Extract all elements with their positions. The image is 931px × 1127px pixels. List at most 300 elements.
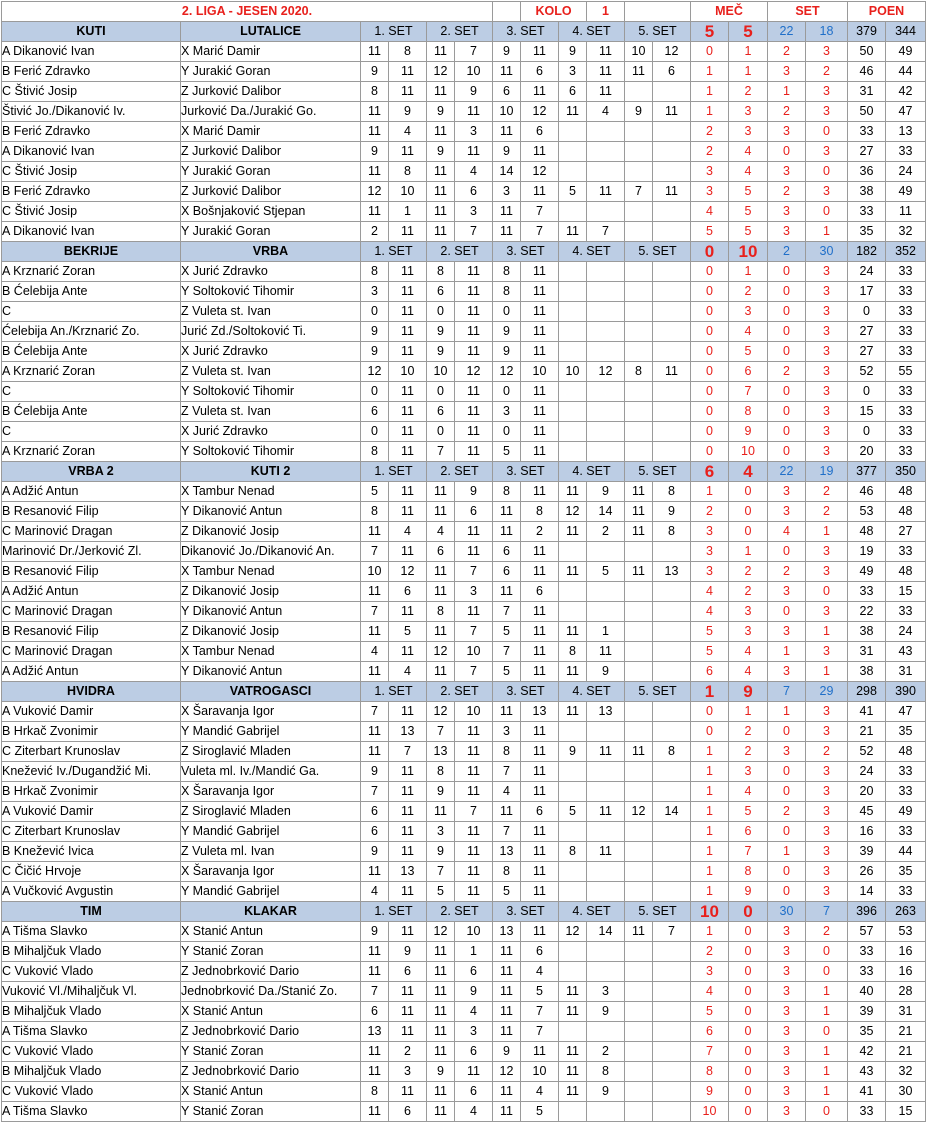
- set-score: [625, 442, 653, 462]
- points-away: 13: [886, 122, 926, 142]
- set-score: 0: [361, 302, 389, 322]
- running-mec-away: 10: [729, 442, 768, 462]
- set-score: 11: [389, 302, 427, 322]
- set-score: [587, 942, 625, 962]
- home-team-name: KUTI: [2, 22, 181, 42]
- game-row: [2, 302, 926, 322]
- sets-won-away: 3: [806, 542, 848, 562]
- set-score: 11: [361, 122, 389, 142]
- set-score: 11: [521, 402, 559, 422]
- away-player: Y Jurakić Goran: [181, 162, 361, 182]
- set-score: 7: [361, 982, 389, 1002]
- sets-won-away: 0: [806, 122, 848, 142]
- set-score: 11: [361, 42, 389, 62]
- results-body: [2, 2, 926, 1122]
- running-mec-home: 5: [691, 622, 729, 642]
- game-row: [2, 962, 926, 982]
- running-mec-home: 2: [691, 142, 729, 162]
- set-score: 11: [389, 702, 427, 722]
- away-player: X Jurić Zdravko: [181, 342, 361, 362]
- sets-won-away: 3: [806, 782, 848, 802]
- sets-won-home: 0: [768, 382, 806, 402]
- set-header: 5. SET: [625, 242, 691, 262]
- home-points-total: 298: [848, 682, 886, 702]
- set-score: [653, 382, 691, 402]
- points-home: 50: [848, 102, 886, 122]
- running-mec-home: 1: [691, 842, 729, 862]
- set-header: 1. SET: [361, 902, 427, 922]
- set-score: 11: [455, 262, 493, 282]
- game-row: [2, 142, 926, 162]
- points-away: 33: [886, 422, 926, 442]
- set-score: 6: [427, 542, 455, 562]
- away-player: Jurković Da./Jurakić Go.: [181, 102, 361, 122]
- sets-won-home: 2: [768, 802, 806, 822]
- running-mec-home: 0: [691, 282, 729, 302]
- home-player: A Adžić Antun: [2, 482, 181, 502]
- set-score: [653, 622, 691, 642]
- set-score: 8: [653, 742, 691, 762]
- match-header-row: [2, 462, 926, 482]
- set-score: 11: [361, 722, 389, 742]
- running-mec-home: 1: [691, 782, 729, 802]
- set-score: 0: [361, 382, 389, 402]
- running-mec-away: 5: [729, 222, 768, 242]
- set-score: 9: [427, 782, 455, 802]
- running-mec-away: 2: [729, 742, 768, 762]
- running-mec-home: 0: [691, 702, 729, 722]
- running-mec-away: 1: [729, 62, 768, 82]
- set-score: 11: [587, 742, 625, 762]
- running-mec-away: 5: [729, 802, 768, 822]
- set-score: 11: [389, 422, 427, 442]
- sets-won-home: 2: [768, 362, 806, 382]
- running-mec-home: 0: [691, 342, 729, 362]
- set-score: 11: [625, 562, 653, 582]
- game-row: [2, 402, 926, 422]
- set-score: [559, 1022, 587, 1042]
- set-header: 5. SET: [625, 462, 691, 482]
- set-score: [587, 122, 625, 142]
- sets-won-away: 1: [806, 982, 848, 1002]
- running-mec-home: 1: [691, 862, 729, 882]
- set-score: 6: [455, 182, 493, 202]
- set-score: [587, 602, 625, 622]
- sets-won-away: 0: [806, 162, 848, 182]
- sets-won-away: 3: [806, 762, 848, 782]
- points-home: 35: [848, 1022, 886, 1042]
- running-mec-away: 8: [729, 402, 768, 422]
- set-score: 11: [455, 602, 493, 622]
- set-score: 3: [493, 182, 521, 202]
- set-score: 11: [389, 842, 427, 862]
- mec-label: MEČ: [691, 2, 768, 22]
- set-header: 2. SET: [427, 242, 493, 262]
- home-player: A Krznarić Zoran: [2, 442, 181, 462]
- home-sets-total: 2: [768, 242, 806, 262]
- sets-won-away: 0: [806, 582, 848, 602]
- sets-won-home: 0: [768, 262, 806, 282]
- running-mec-away: 2: [729, 582, 768, 602]
- set-score: 4: [455, 162, 493, 182]
- running-mec-away: 2: [729, 282, 768, 302]
- set-score: 11: [427, 582, 455, 602]
- set-score: 11: [521, 342, 559, 362]
- home-sets-total: 22: [768, 22, 806, 42]
- game-row: [2, 562, 926, 582]
- set-score: 9: [455, 982, 493, 1002]
- home-matches-won: 5: [691, 22, 729, 42]
- set-score: 4: [455, 1002, 493, 1022]
- points-home: 42: [848, 1042, 886, 1062]
- set-score: 11: [559, 222, 587, 242]
- game-row: [2, 1062, 926, 1082]
- set-score: [625, 582, 653, 602]
- set-score: 11: [389, 482, 427, 502]
- sets-won-away: 3: [806, 262, 848, 282]
- set-score: 11: [521, 322, 559, 342]
- set-score: 6: [455, 962, 493, 982]
- sets-won-away: 3: [806, 102, 848, 122]
- set-score: [559, 942, 587, 962]
- set-score: [559, 882, 587, 902]
- set-score: [653, 662, 691, 682]
- set-score: 6: [455, 502, 493, 522]
- set-score: 7: [455, 802, 493, 822]
- set-score: 11: [361, 662, 389, 682]
- sets-won-home: 0: [768, 282, 806, 302]
- game-row: [2, 982, 926, 1002]
- points-home: 26: [848, 862, 886, 882]
- set-score: [559, 782, 587, 802]
- game-row: [2, 1002, 926, 1022]
- set-score: 11: [361, 742, 389, 762]
- home-player: A Dikanović Ivan: [2, 222, 181, 242]
- set-score: 3: [493, 722, 521, 742]
- set-score: 1: [455, 942, 493, 962]
- set-score: 11: [389, 602, 427, 622]
- set-score: 9: [389, 102, 427, 122]
- set-score: [653, 202, 691, 222]
- running-mec-home: 0: [691, 402, 729, 422]
- home-points-total: 182: [848, 242, 886, 262]
- set-score: 5: [587, 562, 625, 582]
- set-score: 11: [493, 582, 521, 602]
- points-away: 16: [886, 942, 926, 962]
- set-score: [625, 1022, 653, 1042]
- set-score: 5: [493, 662, 521, 682]
- away-player: Y Stanić Zoran: [181, 942, 361, 962]
- set-score: 12: [389, 562, 427, 582]
- points-away: 24: [886, 622, 926, 642]
- game-row: [2, 882, 926, 902]
- set-score: 11: [559, 1082, 587, 1102]
- set-score: 11: [361, 102, 389, 122]
- sets-won-home: 0: [768, 142, 806, 162]
- sets-won-away: 3: [806, 842, 848, 862]
- set-score: [653, 782, 691, 802]
- points-home: 33: [848, 942, 886, 962]
- set-score: 8: [653, 522, 691, 542]
- set-score: [587, 882, 625, 902]
- sets-won-home: 0: [768, 442, 806, 462]
- set-score: 9: [653, 502, 691, 522]
- points-home: 38: [848, 182, 886, 202]
- set-score: [625, 782, 653, 802]
- set-score: 1: [587, 622, 625, 642]
- sets-won-away: 3: [806, 722, 848, 742]
- points-home: 24: [848, 762, 886, 782]
- running-mec-home: 0: [691, 362, 729, 382]
- running-mec-home: 8: [691, 1062, 729, 1082]
- game-row: [2, 502, 926, 522]
- set-score: 9: [587, 482, 625, 502]
- set-header: 4. SET: [559, 462, 625, 482]
- set-score: [653, 542, 691, 562]
- set-score: [559, 262, 587, 282]
- set-score: 3: [559, 62, 587, 82]
- away-team-name: KUTI 2: [181, 462, 361, 482]
- set-score: 11: [493, 982, 521, 1002]
- points-away: 48: [886, 742, 926, 762]
- away-player: Y Jurakić Goran: [181, 222, 361, 242]
- points-away: 43: [886, 642, 926, 662]
- points-home: 36: [848, 162, 886, 182]
- away-player: Z Jednobrković Dario: [181, 1022, 361, 1042]
- set-score: 7: [493, 642, 521, 662]
- set-score: [625, 422, 653, 442]
- set-score: 11: [559, 702, 587, 722]
- home-player: C Štivić Josip: [2, 82, 181, 102]
- running-mec-home: 1: [691, 762, 729, 782]
- set-header: 4. SET: [559, 682, 625, 702]
- home-player: A Adžić Antun: [2, 582, 181, 602]
- away-matches-won: 5: [729, 22, 768, 42]
- set-score: [587, 402, 625, 422]
- running-mec-away: 4: [729, 322, 768, 342]
- game-row: [2, 862, 926, 882]
- away-player: Z Vuleta st. Ivan: [181, 302, 361, 322]
- blank-cell: [625, 2, 691, 22]
- running-mec-away: 9: [729, 882, 768, 902]
- set-score: 11: [455, 782, 493, 802]
- set-score: 11: [389, 442, 427, 462]
- running-mec-home: 1: [691, 822, 729, 842]
- sets-won-away: 1: [806, 662, 848, 682]
- set-score: 11: [389, 762, 427, 782]
- set-header: 1. SET: [361, 22, 427, 42]
- set-score: 11: [559, 1002, 587, 1022]
- set-score: 8: [361, 502, 389, 522]
- game-row: [2, 782, 926, 802]
- running-mec-home: 2: [691, 122, 729, 142]
- points-away: 21: [886, 1022, 926, 1042]
- set-score: 11: [361, 202, 389, 222]
- running-mec-home: 0: [691, 722, 729, 742]
- set-score: 8: [361, 82, 389, 102]
- sets-won-home: 0: [768, 322, 806, 342]
- points-home: 27: [848, 342, 886, 362]
- running-mec-away: 2: [729, 722, 768, 742]
- home-player: B Resanović Filip: [2, 562, 181, 582]
- running-mec-away: 7: [729, 382, 768, 402]
- game-row: [2, 1022, 926, 1042]
- home-player: A Vučković Avgustin: [2, 882, 181, 902]
- set-score: 9: [587, 1082, 625, 1102]
- set-score: [587, 822, 625, 842]
- points-home: 40: [848, 982, 886, 1002]
- sets-won-home: 3: [768, 982, 806, 1002]
- set-score: 12: [427, 922, 455, 942]
- points-away: 35: [886, 722, 926, 742]
- match-header-row: [2, 22, 926, 42]
- set-score: 11: [493, 502, 521, 522]
- set-score: 11: [455, 102, 493, 122]
- set-score: 9: [361, 142, 389, 162]
- set-score: 5: [493, 882, 521, 902]
- sets-won-away: 3: [806, 442, 848, 462]
- points-home: 33: [848, 582, 886, 602]
- away-sets-total: 18: [806, 22, 848, 42]
- running-mec-home: 4: [691, 582, 729, 602]
- set-score: [653, 1042, 691, 1062]
- set-score: [625, 942, 653, 962]
- set-score: 11: [455, 542, 493, 562]
- set-score: 11: [389, 62, 427, 82]
- set-score: [625, 982, 653, 1002]
- set-score: 7: [521, 1022, 559, 1042]
- away-player: Z Jurković Dalibor: [181, 182, 361, 202]
- set-score: 11: [521, 602, 559, 622]
- points-away: 33: [886, 262, 926, 282]
- set-header: 4. SET: [559, 902, 625, 922]
- points-home: 52: [848, 742, 886, 762]
- points-home: 27: [848, 322, 886, 342]
- set-score: 12: [653, 42, 691, 62]
- sets-won-away: 0: [806, 962, 848, 982]
- set-score: 13: [587, 702, 625, 722]
- set-score: 8: [427, 762, 455, 782]
- set-score: [653, 222, 691, 242]
- points-away: 48: [886, 562, 926, 582]
- running-mec-home: 0: [691, 322, 729, 342]
- set-score: 7: [493, 762, 521, 782]
- set-header: 5. SET: [625, 22, 691, 42]
- home-player: C Vuković Vlado: [2, 1082, 181, 1102]
- set-score: 11: [427, 482, 455, 502]
- running-mec-away: 4: [729, 642, 768, 662]
- set-score: 11: [389, 1002, 427, 1022]
- set-score: 7: [427, 442, 455, 462]
- set-score: 10: [455, 642, 493, 662]
- set-score: [653, 722, 691, 742]
- set-score: 11: [361, 622, 389, 642]
- set-score: [625, 1042, 653, 1062]
- points-away: 47: [886, 102, 926, 122]
- away-player: Vuleta ml. Iv./Mandić Ga.: [181, 762, 361, 782]
- set-score: [559, 442, 587, 462]
- set-score: [559, 322, 587, 342]
- game-row: [2, 262, 926, 282]
- running-mec-home: 3: [691, 162, 729, 182]
- set-score: [559, 122, 587, 142]
- set-score: 11: [455, 142, 493, 162]
- set-score: 2: [389, 1042, 427, 1062]
- set-score: 7: [521, 202, 559, 222]
- set-score: 6: [493, 542, 521, 562]
- set-score: 12: [587, 362, 625, 382]
- set-score: [653, 642, 691, 662]
- running-mec-home: 9: [691, 1082, 729, 1102]
- set-score: 7: [427, 722, 455, 742]
- running-mec-home: 2: [691, 502, 729, 522]
- points-away: 49: [886, 802, 926, 822]
- running-mec-home: 5: [691, 642, 729, 662]
- away-sets-total: 30: [806, 242, 848, 262]
- home-player: Štivić Jo./Dikanović Iv.: [2, 102, 181, 122]
- set-score: 9: [427, 142, 455, 162]
- set-score: [653, 1022, 691, 1042]
- set-score: 9: [455, 82, 493, 102]
- set-score: 12: [559, 922, 587, 942]
- points-away: 33: [886, 142, 926, 162]
- home-player: C Marinović Dragan: [2, 522, 181, 542]
- set-score: [653, 582, 691, 602]
- away-points-total: 350: [886, 462, 926, 482]
- home-sets-total: 30: [768, 902, 806, 922]
- running-mec-home: 1: [691, 742, 729, 762]
- set-score: 9: [493, 1042, 521, 1062]
- set-score: 11: [493, 802, 521, 822]
- points-home: 27: [848, 142, 886, 162]
- away-matches-won: 9: [729, 682, 768, 702]
- set-score: 10: [427, 362, 455, 382]
- set-score: 8: [493, 262, 521, 282]
- away-player: X Tambur Nenad: [181, 642, 361, 662]
- set-header: 3. SET: [493, 22, 559, 42]
- set-score: [559, 962, 587, 982]
- away-player: Z Siroglavić Mladen: [181, 802, 361, 822]
- sets-won-away: 3: [806, 142, 848, 162]
- set-score: 11: [559, 482, 587, 502]
- set-score: [653, 302, 691, 322]
- set-score: 11: [653, 362, 691, 382]
- sets-won-away: 3: [806, 42, 848, 62]
- set-score: 11: [389, 822, 427, 842]
- set-score: 10: [455, 62, 493, 82]
- set-score: 9: [587, 662, 625, 682]
- set-score: [625, 722, 653, 742]
- set-score: 4: [389, 662, 427, 682]
- sets-won-home: 3: [768, 742, 806, 762]
- sets-won-away: 3: [806, 82, 848, 102]
- home-player: C Štivić Josip: [2, 202, 181, 222]
- set-score: [653, 842, 691, 862]
- game-row: [2, 842, 926, 862]
- home-points-total: 377: [848, 462, 886, 482]
- set-score: [587, 342, 625, 362]
- points-home: 33: [848, 122, 886, 142]
- set-score: 11: [389, 502, 427, 522]
- set-score: 8: [389, 42, 427, 62]
- running-mec-away: 6: [729, 822, 768, 842]
- set-score: 11: [389, 222, 427, 242]
- set-score: [625, 262, 653, 282]
- set-score: 11: [493, 1022, 521, 1042]
- points-away: 27: [886, 522, 926, 542]
- set-header: 5. SET: [625, 902, 691, 922]
- set-score: 10: [521, 362, 559, 382]
